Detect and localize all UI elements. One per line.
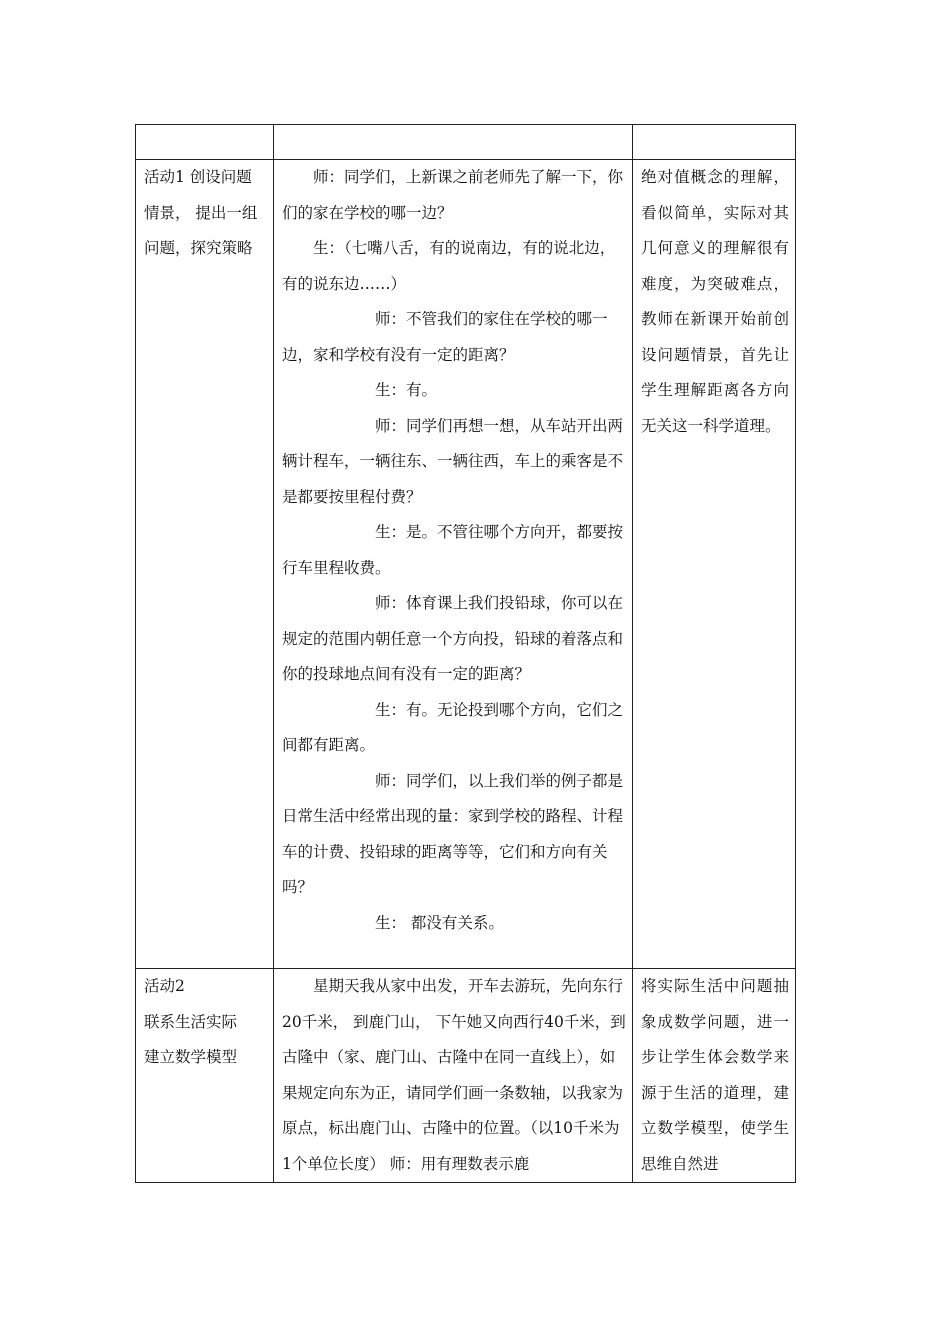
dialogue-line: 师：体育课上我们投铅球，你可以在规定的范围内朝任意一个方向投，铅球的着落点和你的投球地点间有没有一定的距离？ xyxy=(282,594,624,683)
header-cell-activity xyxy=(136,125,274,160)
activity-title-line: 建立数学模型 xyxy=(144,1048,238,1066)
activity-title-line: 活动2 xyxy=(144,977,185,995)
header-cell-content xyxy=(274,125,633,160)
activity-title-line: 联系生活实际 xyxy=(144,1012,238,1031)
activity-cell xyxy=(136,969,274,1183)
content-paragraph: 星期天我从家中出发，开车去游玩，先向东行20千米， 到鹿门山， 下午她又向西行40千米，到古隆中（家、鹿门山、古隆中在同一直线上），如果规定向东为正，请同学们画一条数轴，以我家为原点，标出鹿门山、古隆中的位置。（以10千米为1个单位长度） 师：用有理数表示鹿 xyxy=(282,977,626,1173)
content-cell xyxy=(274,969,633,1183)
dialogue-line: 生：（七嘴八舌，有的说南边，有的说北边，有的说东边……） xyxy=(282,239,616,293)
dialogue-line: 师：同学们，以上我们举的例子都是日常生活中经常出现的量：家到学校的路程、计程车的计费、投铅球的距离等等，它们和方向有关吗？ xyxy=(282,771,624,896)
activity-title-line: 情景， 提出一组 xyxy=(144,203,258,222)
activity-title-line: 问题，探究策略 xyxy=(144,239,253,257)
design-intent-cell: 绝对值概念的理解，看似简单，实际对其几何意义的理解很有难度，为突破难点，教师在新课开始前创设问题情景，首先让学生理解距离各方向无关这一科学道理。 xyxy=(633,160,796,969)
dialogue-line: 师：同学们，上新课之前老师先了解一下，你们的家在学校的哪一边？ xyxy=(282,168,624,222)
dialogue-cell xyxy=(274,160,633,969)
lesson-plan-table xyxy=(135,124,796,1183)
activity-title-line: 活动1 创设问题 xyxy=(144,168,252,186)
dialogue-line: 生：有。 xyxy=(375,381,438,399)
header-cell-intent xyxy=(633,125,796,160)
dialogue-line: 师：同学们再想一想，从车站开出两辆计程车，一辆往东、一辆往西，车上的乘客是不是都要按里程付费？ xyxy=(282,416,624,506)
table-row xyxy=(136,160,796,969)
dialogue-line: 师：不管我们的家住在学校的哪一边，家和学校有没有一定的距离？ xyxy=(282,310,608,364)
activity-cell xyxy=(136,160,274,969)
table-header-row xyxy=(136,125,796,160)
dialogue-line: 生： 都没有关系。 xyxy=(375,913,504,932)
dialogue-line: 生：是。不管往哪个方向开，都要按行车里程收费。 xyxy=(282,523,624,577)
table-row xyxy=(136,969,796,1183)
design-intent-cell: 将实际生活中问题抽象成数学问题，进一步让学生体会数学来源于生活的道理，建立数学模型，使学生思维自然进 xyxy=(633,969,796,1183)
dialogue-line: 生：有。无论投到哪个方向，它们之间都有距离。 xyxy=(282,700,624,754)
